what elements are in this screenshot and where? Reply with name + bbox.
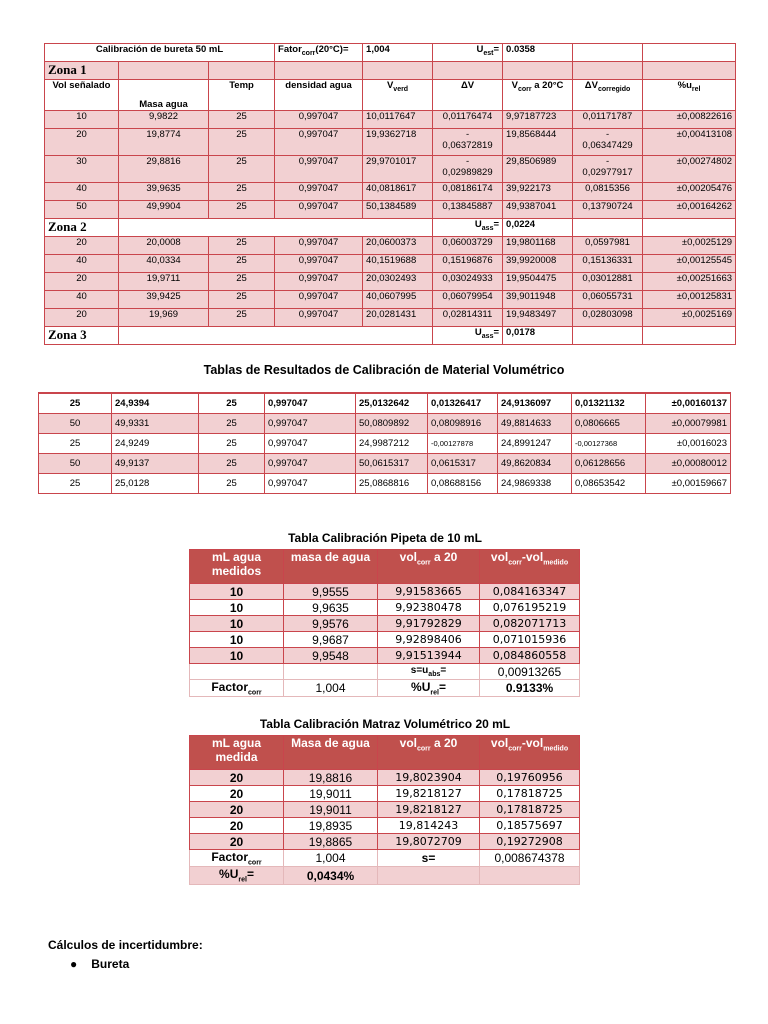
- zona2-cell-vol: 20: [45, 237, 119, 255]
- zona1-cell-dvcorr: - 0,06347429: [573, 129, 643, 156]
- matraz-cell-volcorr: 19,8218127: [378, 786, 480, 802]
- zona3-cell-vcorr: 49,8620834: [498, 454, 572, 474]
- zona2-cell-masa: 19,9711: [119, 273, 209, 291]
- zona3-row: [39, 393, 731, 414]
- zona3-cell-urel: ±0,0016023: [646, 434, 731, 454]
- zona2-cell-vcorr: 39,9011948: [503, 291, 573, 309]
- zona3-cell-vverd: 25,0132642: [356, 393, 428, 414]
- matraz-cell-volcorr: 19,8072709: [378, 834, 480, 850]
- pipeta-cell-volcorr: 9,92898406: [378, 632, 480, 648]
- zona3-cell-vol: 25: [39, 434, 112, 454]
- zona1-cell-dv: 0,13845887: [433, 201, 503, 219]
- zona2-cell-temp: 25: [209, 255, 275, 273]
- zona2-u-value: 0,0224: [503, 219, 573, 237]
- zona3-cell-temp: 25: [199, 414, 265, 434]
- zona1-cell-vverd: 50,1384589: [363, 201, 433, 219]
- zona3-label: Zona 3: [45, 327, 119, 345]
- zona1-cell-vcorr: 39,922173: [503, 183, 573, 201]
- zona3-cell-vcorr: 24,9869338: [498, 474, 572, 494]
- zona1-cell-temp: 25: [209, 201, 275, 219]
- zona1-cell-vcorr: 29,8506989: [503, 156, 573, 183]
- matraz-row: [190, 770, 580, 786]
- pipeta-cell-masa: 9,9635: [284, 600, 378, 616]
- pipeta-cell-masa: 9,9548: [284, 648, 378, 664]
- zona1-cell-vol: 30: [45, 156, 119, 183]
- zona2-cell-vverd: 20,0600373: [363, 237, 433, 255]
- zona2-cell-urel: ±0,0025129: [643, 237, 736, 255]
- pipeta-urel-label: $\%U_{rel}=$: [378, 680, 480, 697]
- zona2-cell-dv: 0,03024933: [433, 273, 503, 291]
- factor-value: 1,004: [363, 44, 433, 62]
- zona3-cell-temp: 25: [199, 393, 265, 414]
- zona2-cell-densidad: 0,997047: [275, 309, 363, 327]
- zona2-cell-vcorr: 19,9504475: [503, 273, 573, 291]
- zona3-row: [39, 434, 731, 454]
- calc-title: Cálculos de incertidumbre:: [48, 938, 203, 952]
- matraz-cell-masa: 19,8865: [284, 834, 378, 850]
- zona3-cell-dv: 0,08688156: [428, 474, 498, 494]
- zona1-cell-dvcorr: - 0,02977917: [573, 156, 643, 183]
- pipeta-cell-masa: 9,9555: [284, 584, 378, 600]
- zona3-cell-urel: ±0,00080012: [646, 454, 731, 474]
- matraz-cell-masa: 19,8816: [284, 770, 378, 786]
- pipeta-cell-ml: 10: [190, 632, 284, 648]
- zona1-cell-dvcorr: 0,01171787: [573, 111, 643, 129]
- pipeta-cell-ml: 10: [190, 616, 284, 632]
- pipeta-header: [190, 550, 580, 584]
- zona1-cell-temp: 25: [209, 183, 275, 201]
- zona2-row: [45, 273, 736, 291]
- zona1-cell-vol: 50: [45, 201, 119, 219]
- pipeta-col-masa: masa de agua: [284, 550, 378, 584]
- pipeta-col-ml: mL agua medidos: [190, 550, 284, 584]
- zona1-cell-urel: ±0,00205476: [643, 183, 736, 201]
- zona3-cell-masa: 49,9331: [112, 414, 199, 434]
- zona2-cell-temp: 25: [209, 273, 275, 291]
- zona1-cell-densidad: 0,997047: [275, 129, 363, 156]
- zona2-cell-densidad: 0,997047: [275, 273, 363, 291]
- zona3-cell-vverd: 50,0615317: [356, 454, 428, 474]
- zona3-cell-temp: 25: [199, 474, 265, 494]
- matraz-table: [189, 735, 580, 885]
- zona1-cell-urel: ±0,00413108: [643, 129, 736, 156]
- zona2-u-label: $U_{ass}=$: [433, 219, 503, 237]
- zona1-cell-masa: 9,9822: [119, 111, 209, 129]
- pipeta-col-diff: vol$_{corr}$-vol$_{medido}$: [480, 550, 580, 584]
- matraz-urel-label: $\%U_{rel}=$: [190, 867, 284, 884]
- zona2-cell-urel: ±0,0025169: [643, 309, 736, 327]
- zona3-cell-dv: 0,0615317: [428, 454, 498, 474]
- matraz-urel-value: 0,0434%: [284, 867, 378, 884]
- zona1-cell-vcorr: 9,97187723: [503, 111, 573, 129]
- bureta-table: [44, 43, 736, 345]
- pipeta-row: [190, 616, 580, 632]
- zona2-row: [45, 309, 736, 327]
- factor-label: Fator$_{corr}$(20°C)=: [275, 44, 363, 62]
- zona3-body: [39, 393, 731, 494]
- zona2-cell-dv: 0,15196876: [433, 255, 503, 273]
- zona2-row: [45, 255, 736, 273]
- pipeta-row: [190, 648, 580, 664]
- zona2-cell-masa: 20,0008: [119, 237, 209, 255]
- zona1-cell-vverd: 40,0818617: [363, 183, 433, 201]
- u-est-value: 0.0358: [503, 44, 573, 62]
- zona2-row: [45, 237, 736, 255]
- zona3-u-value: 0,0178: [503, 327, 573, 345]
- zona3-cell-dvcorr: 0,01321132: [572, 393, 646, 414]
- zona3-row: [39, 454, 731, 474]
- matraz-cell-ml: 20: [190, 834, 284, 850]
- pipeta-factor-row: [190, 680, 580, 697]
- matraz-factor-row: [190, 850, 580, 867]
- zona1-row: [45, 183, 736, 201]
- matraz-cell-masa: 19,9011: [284, 786, 378, 802]
- zona1-cell-temp: 25: [209, 129, 275, 156]
- zona2-label: Zona 2: [45, 219, 119, 237]
- col-vol: Vol señalado: [45, 80, 119, 111]
- zona1-cell-vverd: 29,9701017: [363, 156, 433, 183]
- pipeta-cell-diff: 0,071015936: [480, 632, 580, 648]
- zona2-cell-vverd: 40,1519688: [363, 255, 433, 273]
- zona3-cell-densidad: 0,997047: [265, 474, 356, 494]
- zona1-cell-dv: - 0,06372819: [433, 129, 503, 156]
- pipeta-cell-diff: 0,084860558: [480, 648, 580, 664]
- zona2-cell-dvcorr: 0,02803098: [573, 309, 643, 327]
- zona2-cell-vverd: 20,0302493: [363, 273, 433, 291]
- pipeta-factor-label: Factor$_{corr}$: [190, 680, 284, 697]
- zona3-row: [45, 327, 736, 345]
- results-title: Tablas de Resultados de Calibración de Material Volumétrico: [203, 363, 565, 377]
- zona1-cell-densidad: 0,997047: [275, 183, 363, 201]
- pipeta-cell-volcorr: 9,91583665: [378, 584, 480, 600]
- zona2-body: [45, 237, 736, 327]
- col-temp: Temp: [209, 80, 275, 111]
- matraz-cell-masa: 19,8935: [284, 818, 378, 834]
- zona2-row: [45, 291, 736, 309]
- matraz-cell-ml: 20: [190, 786, 284, 802]
- zona3-cell-vol: 25: [39, 474, 112, 494]
- zona1-cell-urel: ±0,00822616: [643, 111, 736, 129]
- zona3-cell-dvcorr: -0,00127368: [572, 434, 646, 454]
- bullet-dot-icon: ●: [70, 957, 78, 971]
- matraz-header: [190, 736, 580, 770]
- zona1-cell-urel: ±0,00164262: [643, 201, 736, 219]
- col-urel: $\%u_{rel}$: [643, 80, 736, 111]
- zona3-cell-urel: ±0,00159667: [646, 474, 731, 494]
- matraz-body: [190, 770, 580, 850]
- pipeta-cell-diff: 0,076195219: [480, 600, 580, 616]
- bureta-header-row: [45, 80, 736, 111]
- matraz-cell-diff: 0,19760956: [480, 770, 580, 786]
- zona3-cell-densidad: 0,997047: [265, 414, 356, 434]
- zona3-cell-dv: 0,01326417: [428, 393, 498, 414]
- col-dvcorr: $\Delta V_{corregido}$: [573, 80, 643, 111]
- zona3-cell-dvcorr: 0,06128656: [572, 454, 646, 474]
- zona2-cell-temp: 25: [209, 309, 275, 327]
- zona3-cell-urel: ±0,00160137: [646, 393, 731, 414]
- matraz-s-label: s=: [378, 850, 480, 867]
- pipeta-table: [189, 549, 580, 697]
- zona2-cell-vverd: 20,0281431: [363, 309, 433, 327]
- bureta-title: Calibración de bureta 50 mL: [45, 44, 275, 62]
- zona3-cell-temp: 25: [199, 434, 265, 454]
- zona2-cell-masa: 39,9425: [119, 291, 209, 309]
- zona1-cell-dv: - 0,02989829: [433, 156, 503, 183]
- zona2-cell-dvcorr: 0,15136331: [573, 255, 643, 273]
- zona3-table: [38, 392, 731, 494]
- zona1-row: [45, 62, 736, 80]
- pipeta-cell-ml: 10: [190, 584, 284, 600]
- col-dv: ΔV: [433, 80, 503, 111]
- matraz-cell-volcorr: 19,8218127: [378, 802, 480, 818]
- zona2-row: [45, 219, 736, 237]
- zona2-cell-dv: 0,06003729: [433, 237, 503, 255]
- zona2-cell-vverd: 40,0607995: [363, 291, 433, 309]
- zona3-cell-vol: 50: [39, 414, 112, 434]
- zona2-cell-dvcorr: 0,06055731: [573, 291, 643, 309]
- matraz-col-volcorr: vol$_{corr}$ a 20: [378, 736, 480, 770]
- zona3-cell-dvcorr: 0,0806665: [572, 414, 646, 434]
- matraz-col-ml: mL agua medida: [190, 736, 284, 770]
- zona2-cell-masa: 19,969: [119, 309, 209, 327]
- matraz-factor-label: Factor$_{corr}$: [190, 850, 284, 867]
- matraz-cell-ml: 20: [190, 770, 284, 786]
- matraz-cell-volcorr: 19,814243: [378, 818, 480, 834]
- pipeta-row: [190, 632, 580, 648]
- matraz-cell-volcorr: 19,8023904: [378, 770, 480, 786]
- u-est-label: $U_{est}=$: [433, 44, 503, 62]
- zona2-cell-vcorr: 39,9920008: [503, 255, 573, 273]
- zona2-cell-dv: 0,06079954: [433, 291, 503, 309]
- zona1-cell-vol: 10: [45, 111, 119, 129]
- zona1-cell-masa: 19,8774: [119, 129, 209, 156]
- bureta-title-row: [45, 44, 736, 62]
- matraz-row: [190, 802, 580, 818]
- zona3-cell-dv: 0,08098916: [428, 414, 498, 434]
- pipeta-row: [190, 584, 580, 600]
- zona3-cell-dv: -0,00127878: [428, 434, 498, 454]
- zona1-cell-masa: 29,8816: [119, 156, 209, 183]
- col-densidad: densidad agua: [275, 80, 363, 111]
- col-masa: Masa agua: [119, 80, 209, 111]
- zona1-cell-masa: 49,9904: [119, 201, 209, 219]
- zona3-cell-vcorr: 49,8814633: [498, 414, 572, 434]
- zona1-cell-vol: 40: [45, 183, 119, 201]
- zona1-cell-dv: 0,01176474: [433, 111, 503, 129]
- matraz-urel-row: [190, 867, 580, 884]
- matraz-s-value: 0,008674378: [480, 850, 580, 867]
- zona2-cell-vcorr: 19,9483497: [503, 309, 573, 327]
- zona2-cell-urel: ±0,00125545: [643, 255, 736, 273]
- zona2-cell-dvcorr: 0,03012881: [573, 273, 643, 291]
- zona3-u-label: $U_{ass}=$: [433, 327, 503, 345]
- zona2-cell-vcorr: 19,9801168: [503, 237, 573, 255]
- zona2-cell-dv: 0,02814311: [433, 309, 503, 327]
- zona2-cell-densidad: 0,997047: [275, 291, 363, 309]
- matraz-row: [190, 818, 580, 834]
- pipeta-body: [190, 584, 580, 664]
- matraz-cell-diff: 0,17818725: [480, 786, 580, 802]
- zona3-cell-vverd: 24,9987212: [356, 434, 428, 454]
- zona2-cell-masa: 40,0334: [119, 255, 209, 273]
- pipeta-s-row: [190, 664, 580, 680]
- zona1-row: [45, 201, 736, 219]
- zona3-cell-vol: 50: [39, 454, 112, 474]
- matraz-row: [190, 834, 580, 850]
- matraz-cell-diff: 0,17818725: [480, 802, 580, 818]
- pipeta-cell-masa: 9,9687: [284, 632, 378, 648]
- zona1-cell-vverd: 19,9362718: [363, 129, 433, 156]
- zona1-cell-vcorr: 19,8568444: [503, 129, 573, 156]
- zona2-cell-densidad: 0,997047: [275, 237, 363, 255]
- bullet-label: Bureta: [91, 957, 130, 971]
- zona1-body: [45, 111, 736, 219]
- pipeta-cell-ml: 10: [190, 648, 284, 664]
- zona2-cell-urel: ±0,00125831: [643, 291, 736, 309]
- zona1-cell-urel: ±0,00274802: [643, 156, 736, 183]
- zona1-cell-dvcorr: 0,0815356: [573, 183, 643, 201]
- zona1-cell-temp: 25: [209, 156, 275, 183]
- matraz-factor-value: 1,004: [284, 850, 378, 867]
- matraz-cell-diff: 0,18575697: [480, 818, 580, 834]
- zona1-row: [45, 111, 736, 129]
- zona1-cell-vcorr: 49,9387041: [503, 201, 573, 219]
- pipeta-cell-volcorr: 9,91792829: [378, 616, 480, 632]
- matraz-cell-diff: 0,19272908: [480, 834, 580, 850]
- zona3-cell-vcorr: 24,9136097: [498, 393, 572, 414]
- pipeta-s-label: $s=u_{abs}=$: [378, 664, 480, 680]
- zona1-cell-masa: 39,9635: [119, 183, 209, 201]
- pipeta-cell-ml: 10: [190, 600, 284, 616]
- zona2-cell-vol: 40: [45, 291, 119, 309]
- zona3-cell-vol: 25: [39, 393, 112, 414]
- zona2-cell-temp: 25: [209, 291, 275, 309]
- pipeta-urel-value: 0.9133%: [480, 680, 580, 697]
- zona1-cell-vverd: 10,0117647: [363, 111, 433, 129]
- zona2-cell-vol: 40: [45, 255, 119, 273]
- zona3-cell-masa: 24,9394: [112, 393, 199, 414]
- zona1-row: [45, 129, 736, 156]
- matraz-row: [190, 786, 580, 802]
- zona3-cell-masa: 49,9137: [112, 454, 199, 474]
- pipeta-factor-value: 1,004: [284, 680, 378, 697]
- pipeta-cell-diff: 0,082071713: [480, 616, 580, 632]
- pipeta-cell-volcorr: 9,92380478: [378, 600, 480, 616]
- pipeta-cell-volcorr: 9,91513944: [378, 648, 480, 664]
- zona1-cell-vol: 20: [45, 129, 119, 156]
- bullet-item: [70, 957, 129, 971]
- zona1-cell-dvcorr: 0,13790724: [573, 201, 643, 219]
- pipeta-cell-diff: 0,084163347: [480, 584, 580, 600]
- zona2-cell-vol: 20: [45, 273, 119, 291]
- zona3-cell-vverd: 50,0809892: [356, 414, 428, 434]
- matraz-cell-ml: 20: [190, 802, 284, 818]
- zona1-cell-densidad: 0,997047: [275, 156, 363, 183]
- zona3-cell-densidad: 0,997047: [265, 454, 356, 474]
- zona2-cell-vol: 20: [45, 309, 119, 327]
- pipeta-s-value: 0,00913265: [480, 664, 580, 680]
- matraz-cell-masa: 19,9011: [284, 802, 378, 818]
- zona2-cell-densidad: 0,997047: [275, 255, 363, 273]
- zona3-cell-masa: 24,9249: [112, 434, 199, 454]
- zona2-cell-urel: ±0,00251663: [643, 273, 736, 291]
- zona1-cell-temp: 25: [209, 111, 275, 129]
- matraz-col-masa: Masa de agua: [284, 736, 378, 770]
- zona1-cell-densidad: 0,997047: [275, 111, 363, 129]
- zona3-row: [39, 474, 731, 494]
- zona3-row: [39, 414, 731, 434]
- pipeta-col-volcorr: vol$_{corr}$ a 20: [378, 550, 480, 584]
- col-vverd: $V_{verd}$: [363, 80, 433, 111]
- matraz-cell-ml: 20: [190, 818, 284, 834]
- zona3-cell-masa: 25,0128: [112, 474, 199, 494]
- matraz-col-diff: vol$_{corr}$-vol$_{medido}$: [480, 736, 580, 770]
- pipeta-title: Tabla Calibración Pipeta de 10 mL: [288, 531, 482, 545]
- zona3-cell-densidad: 0,997047: [265, 393, 356, 414]
- zona2-cell-dvcorr: 0,0597981: [573, 237, 643, 255]
- zona3-cell-urel: ±0,00079981: [646, 414, 731, 434]
- zona3-cell-vcorr: 24,8991247: [498, 434, 572, 454]
- zona3-cell-densidad: 0,997047: [265, 434, 356, 454]
- zona1-cell-dv: 0,08186174: [433, 183, 503, 201]
- zona2-cell-temp: 25: [209, 237, 275, 255]
- zona1-cell-densidad: 0,997047: [275, 201, 363, 219]
- zona3-cell-temp: 25: [199, 454, 265, 474]
- zona3-cell-vverd: 25,0868816: [356, 474, 428, 494]
- zona1-label: Zona 1: [45, 62, 119, 80]
- zona3-cell-dvcorr: 0,08653542: [572, 474, 646, 494]
- pipeta-row: [190, 600, 580, 616]
- col-vcorr: $V_{corr}$ a 20°C: [503, 80, 573, 111]
- matraz-title: Tabla Calibración Matraz Volumétrico 20 mL: [259, 717, 511, 731]
- pipeta-cell-masa: 9,9576: [284, 616, 378, 632]
- zona1-row: [45, 156, 736, 183]
